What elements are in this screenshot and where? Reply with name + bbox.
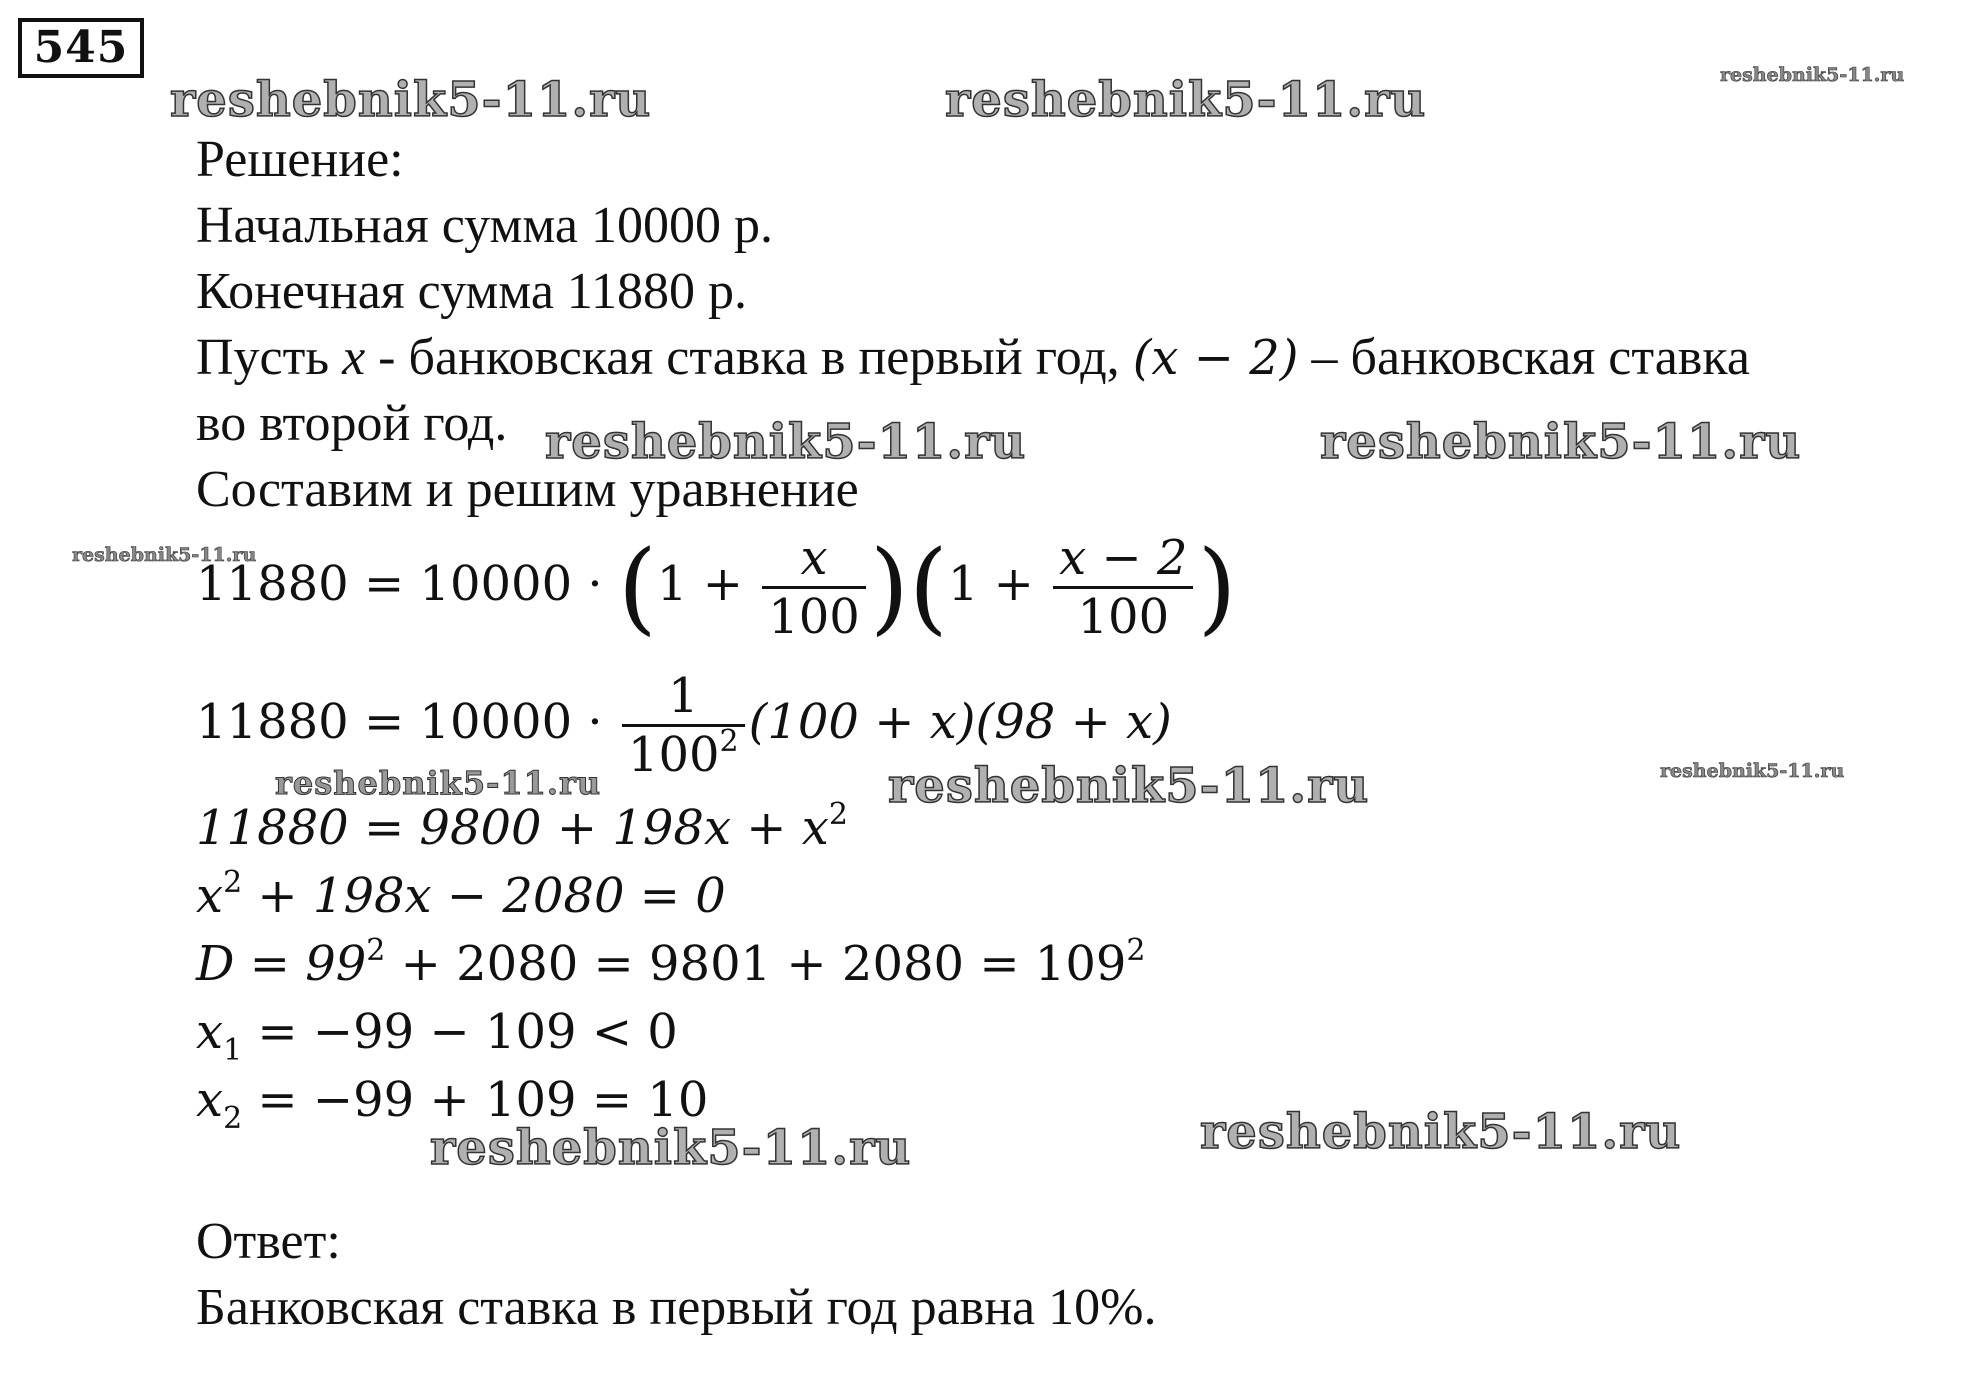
eq2-numerator: 1 [667,668,699,724]
eq7-subscript: 2 [223,1101,243,1136]
equation-root-1 [196,1002,678,1068]
watermark: reshebnik5-11.ru [545,414,1027,470]
eq1-numerator-2: x − 2 [1059,530,1188,586]
watermark: reshebnik5-11.ru [945,72,1427,128]
eq6-subscript: 1 [223,1033,243,1068]
eq5-exponent-2: 2 [1126,933,1146,968]
let-var: x [342,329,366,386]
eq1-denominator-1: 100 [762,586,866,645]
watermark: reshebnik5-11.ru [1320,414,1802,470]
eq1-paren-open-2: ( [908,528,948,646]
equation-3 [196,798,848,858]
watermark: reshebnik5-11.ru [1200,1104,1682,1160]
eq6-rest: = −99 − 109 < 0 [242,1004,678,1060]
eq2-lhs: 11880 = 10000 · [196,694,618,750]
let-part1: Пусть [196,329,343,386]
final-sum: Конечная сумма 11880 р. [196,263,748,320]
let-part3: – банковская ставка [1298,329,1750,386]
eq1-fraction-1 [762,530,866,645]
watermark: reshebnik5-11.ru [170,72,652,128]
watermark: reshebnik5-11.ru [1660,760,1845,782]
let-expr: (x − 2) [1132,330,1299,386]
let-part2: - банковская ставка в первый год, [365,329,1133,386]
eq7-var: x [196,1072,224,1128]
eq6-var: x [196,1004,224,1060]
watermark: reshebnik5-11.ru [275,764,602,802]
solution-label: Решение: [196,131,404,188]
eq1-paren-close-1: ) [869,528,909,646]
equation-4 [196,866,726,926]
eq3-exponent: 2 [828,797,848,832]
eq1-denominator-2: 100 [1053,586,1193,645]
equation-1: 11880 = 10000 · (1 + $\frac{x}{100}$ )(1 + $\frac{x - 2}{100}$ ) [196,528,1237,646]
watermark: reshebnik5-11.ru [72,544,257,566]
eq1-numerator-1: x [800,530,828,586]
watermark: reshebnik5-11.ru [1720,64,1905,86]
answer-label: Ответ: [196,1213,341,1270]
eq5-part-a: D = 99 [196,936,367,992]
equation-discriminant [196,934,1146,994]
compose-equation: Составим и решим уравнение [196,461,859,518]
eq1-fraction-2 [1053,530,1193,645]
let-statement [196,328,1750,388]
eq1-paren-open-1: ( [617,528,657,646]
answer-text: Банковская ставка в первый год равна 10%. [196,1279,1157,1336]
eq3-body: 11880 = 9800 + 198x + x [196,800,829,856]
eq4-var: x [196,868,224,924]
watermark: reshebnik5-11.ru [430,1120,912,1176]
eq5-part-b: + 2080 = 9801 + 2080 = 109 [385,936,1127,992]
initial-sum: Начальная сумма 10000 р. [196,197,773,254]
eq4-rest: + 198x − 2080 = 0 [242,868,726,924]
eq2-fraction [622,668,745,783]
eq2-denominator: $100^2$ [622,724,745,783]
watermark: reshebnik5-11.ru [888,758,1370,814]
eq2-rest: (100 + x)(98 + x) [748,694,1172,750]
eq4-exponent: 2 [223,865,243,900]
eq1-paren-close-2: ) [1197,528,1237,646]
eq5-exponent-1: 2 [366,933,386,968]
eq7-rest: = −99 + 109 = 10 [242,1072,709,1128]
problem-number: 545 [18,18,144,78]
eq1-lhs: 11880 = 10000 · [196,556,618,612]
let-continuation: во второй год. [196,395,508,452]
